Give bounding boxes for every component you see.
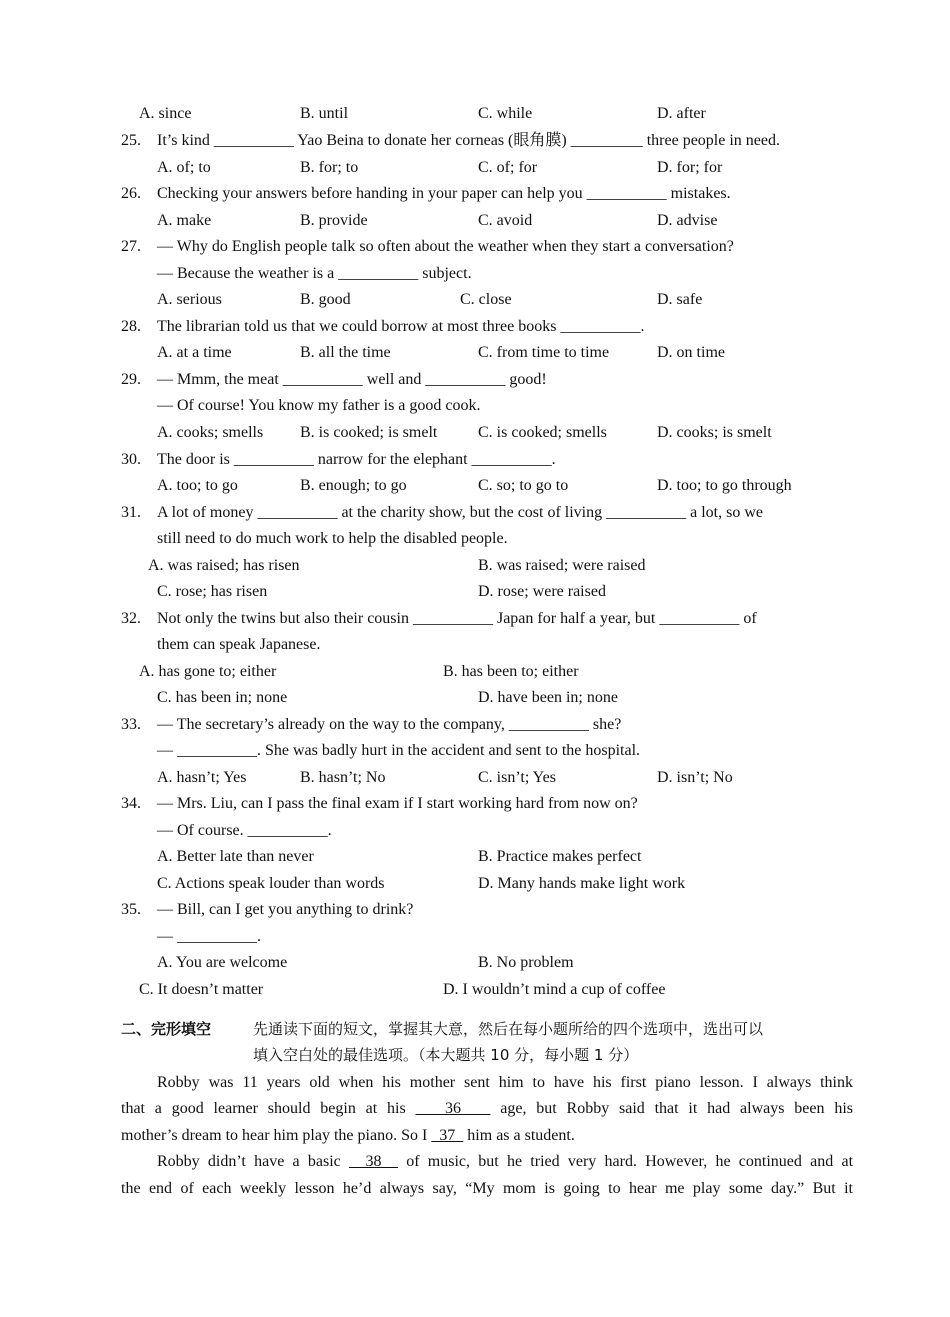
question-stem: The librarian told us that we could borrow at most three books __________. [157, 318, 645, 335]
option: C. isn’t; Yes [478, 769, 556, 786]
section-instruction: 填入空白处的最佳选项。（本大题共 10 分，每小题 1 分） [253, 1046, 639, 1064]
option: A. since [139, 105, 192, 122]
option: C. It doesn’t matter [139, 981, 264, 998]
option: B. Practice makes perfect [478, 848, 642, 865]
question-number: 35. [121, 901, 141, 918]
option: D. rose; were raised [478, 583, 606, 600]
question-number: 33. [121, 716, 141, 733]
option: C. Actions speak louder than words [157, 875, 385, 892]
option: A. cooks; smells [157, 424, 264, 441]
passage-line: mother’s dream to hear him play the piano. So I 37 him as a student. [121, 1127, 575, 1144]
option: B. until [300, 105, 349, 122]
blank-38: 38 [349, 1153, 398, 1170]
question-stem: still need to do much work to help the disabled people. [157, 530, 508, 547]
blank-37: 37 [431, 1127, 464, 1144]
option: D. cooks; is smelt [657, 424, 772, 441]
option: C. is cooked; smells [478, 424, 607, 441]
option: D. I wouldn’t mind a cup of coffee [443, 981, 666, 998]
question-stem: A lot of money __________ at the charity show, but the cost of living __________ a lot, so we [157, 504, 763, 521]
option: B. good [300, 291, 351, 308]
question-number: 31. [121, 504, 141, 521]
question-stem: — The secretary’s already on the way to the company, __________ she? [157, 716, 622, 733]
option: A. make [157, 212, 212, 229]
section-title: 二、完形填空 [121, 1020, 212, 1038]
question-stem: Checking your answers before handing in your paper can help you __________ mistakes. [157, 185, 731, 202]
option: C. has been in; none [157, 689, 288, 706]
section-instruction: 先通读下面的短文，掌握其大意，然后在每小题所给的四个选项中，选出可以 [253, 1020, 764, 1038]
question-stem: — __________. [157, 928, 261, 945]
question-stem: — __________. She was badly hurt in the accident and sent to the hospital. [157, 742, 641, 759]
option: B. hasn’t; No [300, 769, 386, 786]
option: D. have been in; none [478, 689, 618, 706]
option: A. Better late than never [157, 848, 314, 865]
option: D. after [657, 105, 706, 122]
question-stem: — Mmm, the meat __________ well and __________ good! [157, 371, 547, 388]
option: B. for; to [300, 159, 359, 176]
option: A. You are welcome [157, 954, 288, 971]
option: A. of; to [157, 159, 211, 176]
question-stem: — Bill, can I get you anything to drink? [157, 901, 414, 918]
option: C. from time to time [478, 344, 610, 361]
option: D. on time [657, 344, 725, 361]
question-number: 30. [121, 451, 141, 468]
question-stem: them can speak Japanese. [157, 636, 321, 653]
option: A. serious [157, 291, 222, 308]
option: B. was raised; were raised [478, 557, 646, 574]
question-stem: — Mrs. Liu, can I pass the final exam if I start working hard from now on? [157, 795, 638, 812]
option: B. provide [300, 212, 368, 229]
passage-line: that a good learner should begin at his 36 age, but Robby said that it had always been his [121, 1100, 854, 1117]
option: C. of; for [478, 159, 538, 176]
option: A. was raised; has risen [148, 557, 300, 574]
question-stem: — Of course! You know my father is a good cook. [157, 397, 481, 414]
option: D. too; to go through [657, 477, 792, 494]
option: D. advise [657, 212, 718, 229]
option: C. rose; has risen [157, 583, 268, 600]
option: D. isn’t; No [657, 769, 733, 786]
option: C. so; to go to [478, 477, 569, 494]
option: B. has been to; either [443, 663, 579, 680]
option: B. No problem [478, 954, 574, 971]
question-number: 27. [121, 238, 141, 255]
passage-line: Robby didn’t have a basic 38 of music, but he tried very hard. However, he continued and at [157, 1153, 854, 1170]
option: A. at a time [157, 344, 232, 361]
passage-line: Robby was 11 years old when his mother sent him to have his first piano lesson. I always think [157, 1074, 853, 1091]
option: B. is cooked; is smelt [300, 424, 438, 441]
passage-line: the end of each weekly lesson he’d always say, “My mom is going to hear me play some day.” But it [121, 1180, 853, 1197]
question-stem: It’s kind __________ Yao Beina to donate her corneas (眼角膜) _________ three people in need. [157, 132, 780, 149]
question-number: 34. [121, 795, 141, 812]
option: A. too; to go [157, 477, 238, 494]
option: D. Many hands make light work [478, 875, 686, 892]
question-stem: — Of course. __________. [157, 822, 332, 839]
question-stem: — Because the weather is a __________ subject. [157, 265, 472, 282]
option: B. all the time [300, 344, 391, 361]
option: C. close [460, 291, 512, 308]
question-stem: — Why do English people talk so often about the weather when they start a conversation? [157, 238, 734, 255]
question-number: 25. [121, 132, 141, 149]
option: A. hasn’t; Yes [157, 769, 247, 786]
question-number: 32. [121, 610, 141, 627]
option: C. avoid [478, 212, 533, 229]
question-stem: The door is __________ narrow for the elephant __________. [157, 451, 556, 468]
question-stem: Not only the twins but also their cousin __________ Japan for half a year, but __________ of [157, 610, 757, 627]
option: C. while [478, 105, 533, 122]
blank-36: 36 [415, 1100, 491, 1117]
question-number: 28. [121, 318, 141, 335]
question-number: 26. [121, 185, 141, 202]
option: B. enough; to go [300, 477, 407, 494]
question-number: 29. [121, 371, 141, 388]
option: A. has gone to; either [139, 663, 277, 680]
option: D. for; for [657, 159, 723, 176]
option: D. safe [657, 291, 703, 308]
